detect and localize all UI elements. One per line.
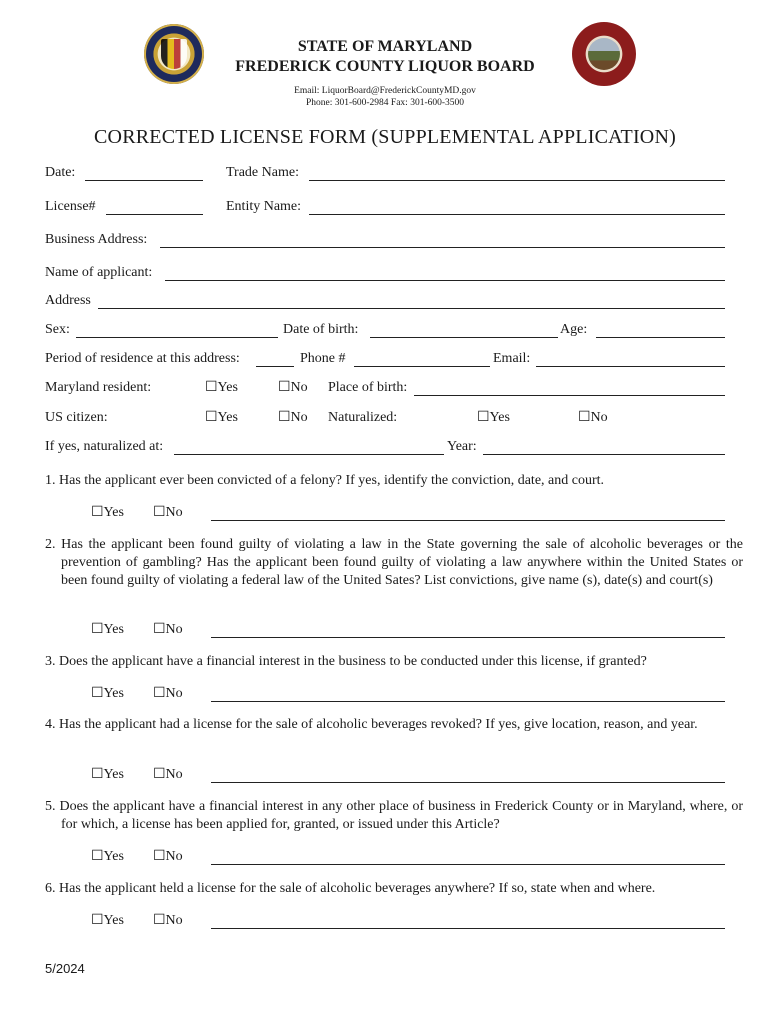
revision-date: 5/2024 bbox=[45, 961, 85, 976]
question-4: 4. Has the applicant had a license for the sale of alcoholic beverages revoked? If yes, give location, reason, and year. bbox=[45, 717, 698, 732]
question-1: 1. Has the applicant ever been convicted of a felony? If yes, identify the conviction, date, and court. bbox=[45, 473, 605, 488]
license-field[interactable] bbox=[106, 214, 203, 215]
naturalized-at-field[interactable] bbox=[174, 454, 444, 455]
us-citizen-no-checkbox[interactable]: ☐No bbox=[278, 410, 308, 425]
form-title: CORRECTED LICENSE FORM (SUPPLEMENTAL APPLICATION) bbox=[94, 126, 676, 148]
q4-yes-checkbox[interactable]: ☐Yes bbox=[91, 767, 124, 782]
year-label: Year: bbox=[447, 439, 477, 454]
q5-yes-checkbox[interactable]: ☐Yes bbox=[91, 849, 124, 864]
q1-yes-checkbox[interactable]: ☐Yes bbox=[91, 505, 124, 520]
q1-answer-field[interactable] bbox=[211, 520, 725, 521]
year-field[interactable] bbox=[483, 454, 725, 455]
us-citizen-yes-checkbox[interactable]: ☐Yes bbox=[205, 410, 238, 425]
q6-no-checkbox[interactable]: ☐No bbox=[153, 913, 183, 928]
applicant-name-label: Name of applicant: bbox=[45, 265, 153, 280]
email-field[interactable] bbox=[536, 366, 725, 367]
dob-field[interactable] bbox=[370, 337, 558, 338]
q4-no-checkbox[interactable]: ☐No bbox=[153, 767, 183, 782]
address-label: Address bbox=[45, 293, 91, 308]
q5-no-checkbox[interactable]: ☐No bbox=[153, 849, 183, 864]
period-label: Period of residence at this address: bbox=[45, 351, 240, 366]
q5-answer-field[interactable] bbox=[211, 864, 725, 865]
question-2: 2. Has the applicant been found guilty of violating a law in the State governing the sale of alcoholic beverages or the prevention of gambling? Has the applicant been found guilty of violating a law anywhere within the United States or been found guilty of violating a federal law of the United Sates? List convictions, give name (s), date(s) and court(s) bbox=[45, 537, 743, 588]
md-resident-no-checkbox[interactable]: ☐No bbox=[278, 380, 308, 395]
phone-field[interactable] bbox=[354, 366, 490, 367]
license-label: License# bbox=[45, 199, 96, 214]
naturalized-no-checkbox[interactable]: ☐No bbox=[578, 410, 608, 425]
us-citizen-label: US citizen: bbox=[45, 410, 108, 425]
q6-yes-checkbox[interactable]: ☐Yes bbox=[91, 913, 124, 928]
q3-no-checkbox[interactable]: ☐No bbox=[153, 686, 183, 701]
question-6: 6. Has the applicant held a license for the sale of alcoholic beverages anywhere? If so, state when and where. bbox=[45, 881, 656, 896]
date-field[interactable] bbox=[85, 180, 203, 181]
period-field[interactable] bbox=[256, 366, 294, 367]
place-of-birth-field[interactable] bbox=[414, 395, 725, 396]
header-board: FREDERICK COUNTY LIQUOR BOARD bbox=[235, 58, 535, 75]
question-3: 3. Does the applicant have a financial interest in the business to be conducted under this license, if granted? bbox=[45, 654, 647, 669]
q2-no-checkbox[interactable]: ☐No bbox=[153, 622, 183, 637]
entity-name-label: Entity Name: bbox=[226, 199, 302, 214]
phone-label: Phone # bbox=[300, 351, 346, 366]
q2-answer-field[interactable] bbox=[211, 637, 725, 638]
md-resident-label: Maryland resident: bbox=[45, 380, 152, 395]
trade-name-field[interactable] bbox=[309, 180, 725, 181]
naturalized-label: Naturalized: bbox=[328, 410, 398, 425]
email-label: Email: bbox=[493, 351, 531, 366]
business-address-label: Business Address: bbox=[45, 232, 148, 247]
header-email: Email: LiquorBoard@FrederickCountyMD.gov bbox=[294, 86, 476, 96]
q1-no-checkbox[interactable]: ☐No bbox=[153, 505, 183, 520]
q3-yes-checkbox[interactable]: ☐Yes bbox=[91, 686, 124, 701]
sex-label: Sex: bbox=[45, 322, 70, 337]
date-label: Date: bbox=[45, 165, 76, 180]
entity-name-field[interactable] bbox=[309, 214, 725, 215]
dob-label: Date of birth: bbox=[283, 322, 359, 337]
q3-answer-field[interactable] bbox=[211, 701, 725, 702]
trade-name-label: Trade Name: bbox=[226, 165, 299, 180]
md-resident-yes-checkbox[interactable]: ☐Yes bbox=[205, 380, 238, 395]
q4-answer-field[interactable] bbox=[211, 782, 725, 783]
q2-yes-checkbox[interactable]: ☐Yes bbox=[91, 622, 124, 637]
sex-field[interactable] bbox=[76, 337, 278, 338]
address-field[interactable] bbox=[98, 308, 725, 309]
age-label: Age: bbox=[560, 322, 588, 337]
naturalized-at-label: If yes, naturalized at: bbox=[45, 439, 164, 454]
header-state: STATE OF MARYLAND bbox=[297, 38, 473, 55]
question-5: 5. Does the applicant have a financial interest in any other place of business in Frederick County or in Maryland, where, or for which, a license has been applied for, granted, or issued under this Article? bbox=[45, 799, 743, 832]
place-of-birth-label: Place of birth: bbox=[328, 380, 408, 395]
header-phone: Phone: 301-600-2984 Fax: 301-600-3500 bbox=[305, 98, 465, 108]
q6-answer-field[interactable] bbox=[211, 928, 725, 929]
business-address-field[interactable] bbox=[160, 247, 725, 248]
age-field[interactable] bbox=[596, 337, 725, 338]
applicant-name-field[interactable] bbox=[165, 280, 725, 281]
naturalized-yes-checkbox[interactable]: ☐Yes bbox=[477, 410, 510, 425]
